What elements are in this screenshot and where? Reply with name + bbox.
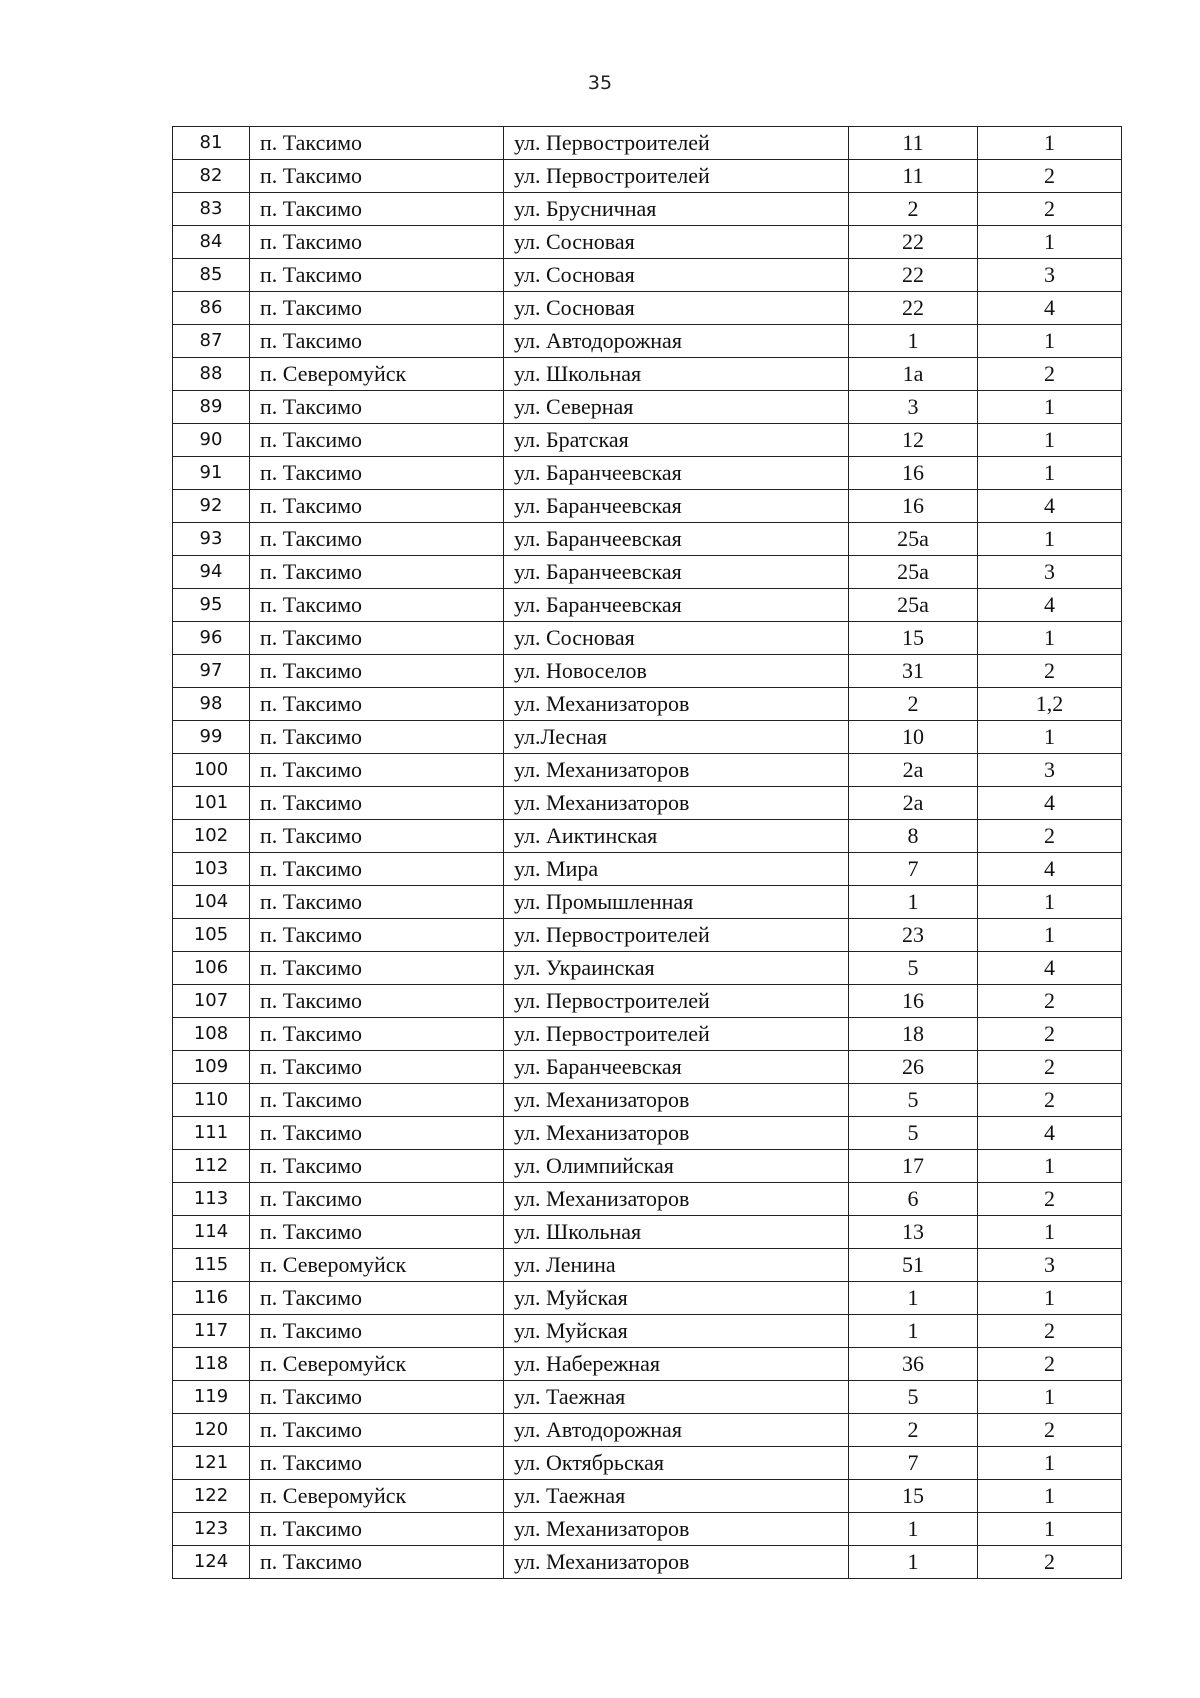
table-row [173, 655, 1122, 688]
house-number-cell: 2 [849, 688, 978, 721]
row-number-cell: 122 [173, 1480, 250, 1513]
settlement-cell: п. Северомуйск [250, 1348, 504, 1381]
settlement-cell: п. Северомуйск [250, 1249, 504, 1282]
row-number-cell: 119 [173, 1381, 250, 1414]
table-row [173, 160, 1122, 193]
street-cell: ул. Первостроителей [504, 1018, 849, 1051]
row-number-cell: 86 [173, 292, 250, 325]
entrance-cell: 2 [978, 1183, 1122, 1216]
entrance-cell: 1 [978, 1447, 1122, 1480]
table-row [173, 1348, 1122, 1381]
house-number-cell: 11 [849, 127, 978, 160]
house-number-cell: 15 [849, 622, 978, 655]
table-row [173, 589, 1122, 622]
entrance-cell: 1 [978, 226, 1122, 259]
settlement-cell: п. Таксимо [250, 127, 504, 160]
table-row [173, 1084, 1122, 1117]
table-row [173, 853, 1122, 886]
entrance-cell: 2 [978, 1018, 1122, 1051]
house-number-cell: 5 [849, 952, 978, 985]
settlement-cell: п. Таксимо [250, 1546, 504, 1579]
settlement-cell: п. Таксимо [250, 1150, 504, 1183]
street-cell: ул. Первостроителей [504, 160, 849, 193]
house-number-cell: 25а [849, 589, 978, 622]
settlement-cell: п. Таксимо [250, 1282, 504, 1315]
row-number-cell: 95 [173, 589, 250, 622]
row-number-cell: 123 [173, 1513, 250, 1546]
entrance-cell: 1 [978, 325, 1122, 358]
house-number-cell: 36 [849, 1348, 978, 1381]
entrance-cell: 4 [978, 490, 1122, 523]
row-number-cell: 117 [173, 1315, 250, 1348]
street-cell: ул. Новоселов [504, 655, 849, 688]
settlement-cell: п. Таксимо [250, 1513, 504, 1546]
address-table [172, 126, 1122, 1579]
entrance-cell: 3 [978, 1249, 1122, 1282]
house-number-cell: 3 [849, 391, 978, 424]
street-cell: ул. Муйская [504, 1282, 849, 1315]
house-number-cell: 11 [849, 160, 978, 193]
entrance-cell: 1 [978, 1513, 1122, 1546]
street-cell: ул. Олимпийская [504, 1150, 849, 1183]
entrance-cell: 1 [978, 1480, 1122, 1513]
row-number-cell: 113 [173, 1183, 250, 1216]
table-row [173, 919, 1122, 952]
address-table-body [173, 127, 1122, 1579]
house-number-cell: 10 [849, 721, 978, 754]
house-number-cell: 51 [849, 1249, 978, 1282]
table-row [173, 1051, 1122, 1084]
street-cell: ул. Сосновая [504, 292, 849, 325]
table-row [173, 886, 1122, 919]
settlement-cell: п. Таксимо [250, 1447, 504, 1480]
table-row [173, 193, 1122, 226]
street-cell: ул. Северная [504, 391, 849, 424]
row-number-cell: 124 [173, 1546, 250, 1579]
house-number-cell: 23 [849, 919, 978, 952]
house-number-cell: 8 [849, 820, 978, 853]
row-number-cell: 82 [173, 160, 250, 193]
street-cell: ул. Первостроителей [504, 127, 849, 160]
house-number-cell: 2 [849, 193, 978, 226]
street-cell: ул. Муйская [504, 1315, 849, 1348]
street-cell: ул. Автодорожная [504, 1414, 849, 1447]
street-cell: ул. Брусничная [504, 193, 849, 226]
table-row [173, 358, 1122, 391]
street-cell: ул. Сосновая [504, 622, 849, 655]
street-cell: ул. Механизаторов [504, 688, 849, 721]
row-number-cell: 104 [173, 886, 250, 919]
entrance-cell: 2 [978, 1546, 1122, 1579]
house-number-cell: 5 [849, 1084, 978, 1117]
street-cell: ул. Сосновая [504, 259, 849, 292]
row-number-cell: 111 [173, 1117, 250, 1150]
house-number-cell: 1 [849, 1315, 978, 1348]
settlement-cell: п. Таксимо [250, 1183, 504, 1216]
entrance-cell: 2 [978, 1414, 1122, 1447]
street-cell: ул. Механизаторов [504, 1117, 849, 1150]
entrance-cell: 2 [978, 193, 1122, 226]
table-row [173, 1018, 1122, 1051]
table-row [173, 1282, 1122, 1315]
street-cell: ул. Таежная [504, 1381, 849, 1414]
settlement-cell: п. Таксимо [250, 1216, 504, 1249]
row-number-cell: 121 [173, 1447, 250, 1480]
house-number-cell: 22 [849, 292, 978, 325]
table-row [173, 1150, 1122, 1183]
row-number-cell: 103 [173, 853, 250, 886]
street-cell: ул. Промышленная [504, 886, 849, 919]
entrance-cell: 4 [978, 853, 1122, 886]
house-number-cell: 1 [849, 325, 978, 358]
settlement-cell: п. Таксимо [250, 1018, 504, 1051]
house-number-cell: 1 [849, 1282, 978, 1315]
settlement-cell: п. Таксимо [250, 391, 504, 424]
entrance-cell: 2 [978, 1051, 1122, 1084]
row-number-cell: 118 [173, 1348, 250, 1381]
settlement-cell: п. Таксимо [250, 523, 504, 556]
table-row [173, 985, 1122, 1018]
table-row [173, 292, 1122, 325]
house-number-cell: 2а [849, 787, 978, 820]
entrance-cell: 1 [978, 622, 1122, 655]
street-cell: ул. Механизаторов [504, 787, 849, 820]
row-number-cell: 112 [173, 1150, 250, 1183]
table-row [173, 1183, 1122, 1216]
settlement-cell: п. Таксимо [250, 457, 504, 490]
table-row [173, 1381, 1122, 1414]
table-row [173, 1480, 1122, 1513]
row-number-cell: 97 [173, 655, 250, 688]
house-number-cell: 22 [849, 259, 978, 292]
street-cell: ул. Мира [504, 853, 849, 886]
street-cell: ул. Ленина [504, 1249, 849, 1282]
house-number-cell: 7 [849, 853, 978, 886]
house-number-cell: 5 [849, 1381, 978, 1414]
entrance-cell: 1 [978, 391, 1122, 424]
row-number-cell: 105 [173, 919, 250, 952]
house-number-cell: 2 [849, 1414, 978, 1447]
entrance-cell: 1 [978, 1282, 1122, 1315]
row-number-cell: 115 [173, 1249, 250, 1282]
house-number-cell: 16 [849, 490, 978, 523]
street-cell: ул. Баранчеевская [504, 523, 849, 556]
settlement-cell: п. Таксимо [250, 1117, 504, 1150]
house-number-cell: 16 [849, 457, 978, 490]
settlement-cell: п. Таксимо [250, 853, 504, 886]
row-number-cell: 85 [173, 259, 250, 292]
row-number-cell: 98 [173, 688, 250, 721]
settlement-cell: п. Таксимо [250, 688, 504, 721]
house-number-cell: 31 [849, 655, 978, 688]
row-number-cell: 102 [173, 820, 250, 853]
settlement-cell: п. Таксимо [250, 1381, 504, 1414]
street-cell: ул. Школьная [504, 358, 849, 391]
house-number-cell: 1 [849, 1546, 978, 1579]
settlement-cell: п. Таксимо [250, 1315, 504, 1348]
settlement-cell: п. Таксимо [250, 1051, 504, 1084]
row-number-cell: 109 [173, 1051, 250, 1084]
settlement-cell: п. Таксимо [250, 754, 504, 787]
entrance-cell: 1 [978, 919, 1122, 952]
table-row [173, 226, 1122, 259]
settlement-cell: п. Таксимо [250, 952, 504, 985]
entrance-cell: 3 [978, 556, 1122, 589]
entrance-cell: 1,2 [978, 688, 1122, 721]
settlement-cell: п. Таксимо [250, 721, 504, 754]
street-cell: ул. Украинская [504, 952, 849, 985]
table-row [173, 259, 1122, 292]
settlement-cell: п. Таксимо [250, 589, 504, 622]
street-cell: ул. Баранчеевская [504, 457, 849, 490]
settlement-cell: п. Таксимо [250, 226, 504, 259]
settlement-cell: п. Таксимо [250, 787, 504, 820]
street-cell: ул. Октябрьская [504, 1447, 849, 1480]
street-cell: ул. Первостроителей [504, 919, 849, 952]
settlement-cell: п. Таксимо [250, 292, 504, 325]
house-number-cell: 2а [849, 754, 978, 787]
entrance-cell: 2 [978, 820, 1122, 853]
entrance-cell: 4 [978, 952, 1122, 985]
street-cell: ул. Баранчеевская [504, 490, 849, 523]
table-row [173, 1546, 1122, 1579]
entrance-cell: 2 [978, 358, 1122, 391]
row-number-cell: 92 [173, 490, 250, 523]
entrance-cell: 1 [978, 457, 1122, 490]
table-row [173, 523, 1122, 556]
settlement-cell: п. Таксимо [250, 1414, 504, 1447]
settlement-cell: п. Таксимо [250, 985, 504, 1018]
house-number-cell: 15 [849, 1480, 978, 1513]
row-number-cell: 88 [173, 358, 250, 391]
house-number-cell: 12 [849, 424, 978, 457]
settlement-cell: п. Таксимо [250, 886, 504, 919]
street-cell: ул. Баранчеевская [504, 1051, 849, 1084]
street-cell: ул. Механизаторов [504, 1546, 849, 1579]
table-row [173, 721, 1122, 754]
table-row [173, 1117, 1122, 1150]
entrance-cell: 4 [978, 1117, 1122, 1150]
entrance-cell: 1 [978, 721, 1122, 754]
entrance-cell: 4 [978, 787, 1122, 820]
settlement-cell: п. Таксимо [250, 655, 504, 688]
street-cell: ул. Братская [504, 424, 849, 457]
house-number-cell: 26 [849, 1051, 978, 1084]
row-number-cell: 87 [173, 325, 250, 358]
settlement-cell: п. Таксимо [250, 259, 504, 292]
street-cell: ул. Механизаторов [504, 1513, 849, 1546]
street-cell: ул. Механизаторов [504, 754, 849, 787]
settlement-cell: п. Таксимо [250, 424, 504, 457]
table-row [173, 127, 1122, 160]
street-cell: ул.Лесная [504, 721, 849, 754]
entrance-cell: 2 [978, 985, 1122, 1018]
house-number-cell: 6 [849, 1183, 978, 1216]
street-cell: ул. Первостроителей [504, 985, 849, 1018]
house-number-cell: 1 [849, 886, 978, 919]
row-number-cell: 84 [173, 226, 250, 259]
entrance-cell: 1 [978, 523, 1122, 556]
settlement-cell: п. Таксимо [250, 622, 504, 655]
house-number-cell: 25а [849, 556, 978, 589]
row-number-cell: 120 [173, 1414, 250, 1447]
settlement-cell: п. Северомуйск [250, 1480, 504, 1513]
page-number: 35 [587, 72, 613, 94]
house-number-cell: 16 [849, 985, 978, 1018]
house-number-cell: 1а [849, 358, 978, 391]
entrance-cell: 1 [978, 1150, 1122, 1183]
settlement-cell: п. Таксимо [250, 193, 504, 226]
street-cell: ул. Баранчеевская [504, 556, 849, 589]
row-number-cell: 116 [173, 1282, 250, 1315]
house-number-cell: 13 [849, 1216, 978, 1249]
entrance-cell: 2 [978, 1348, 1122, 1381]
entrance-cell: 2 [978, 160, 1122, 193]
entrance-cell: 1 [978, 424, 1122, 457]
row-number-cell: 101 [173, 787, 250, 820]
entrance-cell: 1 [978, 1381, 1122, 1414]
settlement-cell: п. Таксимо [250, 919, 504, 952]
row-number-cell: 93 [173, 523, 250, 556]
table-row [173, 787, 1122, 820]
table-row [173, 1447, 1122, 1480]
table-row [173, 1249, 1122, 1282]
street-cell: ул. Школьная [504, 1216, 849, 1249]
street-cell: ул. Механизаторов [504, 1183, 849, 1216]
entrance-cell: 2 [978, 1084, 1122, 1117]
street-cell: ул. Сосновая [504, 226, 849, 259]
table-row [173, 391, 1122, 424]
house-number-cell: 5 [849, 1117, 978, 1150]
street-cell: ул. Аиктинская [504, 820, 849, 853]
table-row [173, 424, 1122, 457]
entrance-cell: 4 [978, 292, 1122, 325]
settlement-cell: п. Таксимо [250, 490, 504, 523]
row-number-cell: 107 [173, 985, 250, 1018]
row-number-cell: 100 [173, 754, 250, 787]
street-cell: ул. Автодорожная [504, 325, 849, 358]
table-row [173, 490, 1122, 523]
row-number-cell: 96 [173, 622, 250, 655]
table-row [173, 457, 1122, 490]
row-number-cell: 110 [173, 1084, 250, 1117]
row-number-cell: 114 [173, 1216, 250, 1249]
table-row [173, 325, 1122, 358]
table-row [173, 754, 1122, 787]
table-row [173, 688, 1122, 721]
table-row [173, 820, 1122, 853]
settlement-cell: п. Таксимо [250, 160, 504, 193]
house-number-cell: 25а [849, 523, 978, 556]
settlement-cell: п. Таксимо [250, 820, 504, 853]
row-number-cell: 89 [173, 391, 250, 424]
street-cell: ул. Таежная [504, 1480, 849, 1513]
entrance-cell: 3 [978, 754, 1122, 787]
row-number-cell: 99 [173, 721, 250, 754]
house-number-cell: 1 [849, 1513, 978, 1546]
entrance-cell: 3 [978, 259, 1122, 292]
house-number-cell: 7 [849, 1447, 978, 1480]
house-number-cell: 18 [849, 1018, 978, 1051]
row-number-cell: 94 [173, 556, 250, 589]
house-number-cell: 22 [849, 226, 978, 259]
street-cell: ул. Баранчеевская [504, 589, 849, 622]
row-number-cell: 83 [173, 193, 250, 226]
street-cell: ул. Набережная [504, 1348, 849, 1381]
house-number-cell: 17 [849, 1150, 978, 1183]
settlement-cell: п. Таксимо [250, 325, 504, 358]
street-cell: ул. Механизаторов [504, 1084, 849, 1117]
row-number-cell: 90 [173, 424, 250, 457]
settlement-cell: п. Таксимо [250, 556, 504, 589]
entrance-cell: 1 [978, 886, 1122, 919]
row-number-cell: 81 [173, 127, 250, 160]
row-number-cell: 106 [173, 952, 250, 985]
table-row [173, 1216, 1122, 1249]
row-number-cell: 108 [173, 1018, 250, 1051]
entrance-cell: 2 [978, 1315, 1122, 1348]
table-row [173, 952, 1122, 985]
entrance-cell: 1 [978, 127, 1122, 160]
entrance-cell: 2 [978, 655, 1122, 688]
table-row [173, 1414, 1122, 1447]
table-row [173, 622, 1122, 655]
table-row [173, 1513, 1122, 1546]
settlement-cell: п. Северомуйск [250, 358, 504, 391]
table-row [173, 556, 1122, 589]
table-row [173, 1315, 1122, 1348]
settlement-cell: п. Таксимо [250, 1084, 504, 1117]
entrance-cell: 4 [978, 589, 1122, 622]
row-number-cell: 91 [173, 457, 250, 490]
entrance-cell: 1 [978, 1216, 1122, 1249]
